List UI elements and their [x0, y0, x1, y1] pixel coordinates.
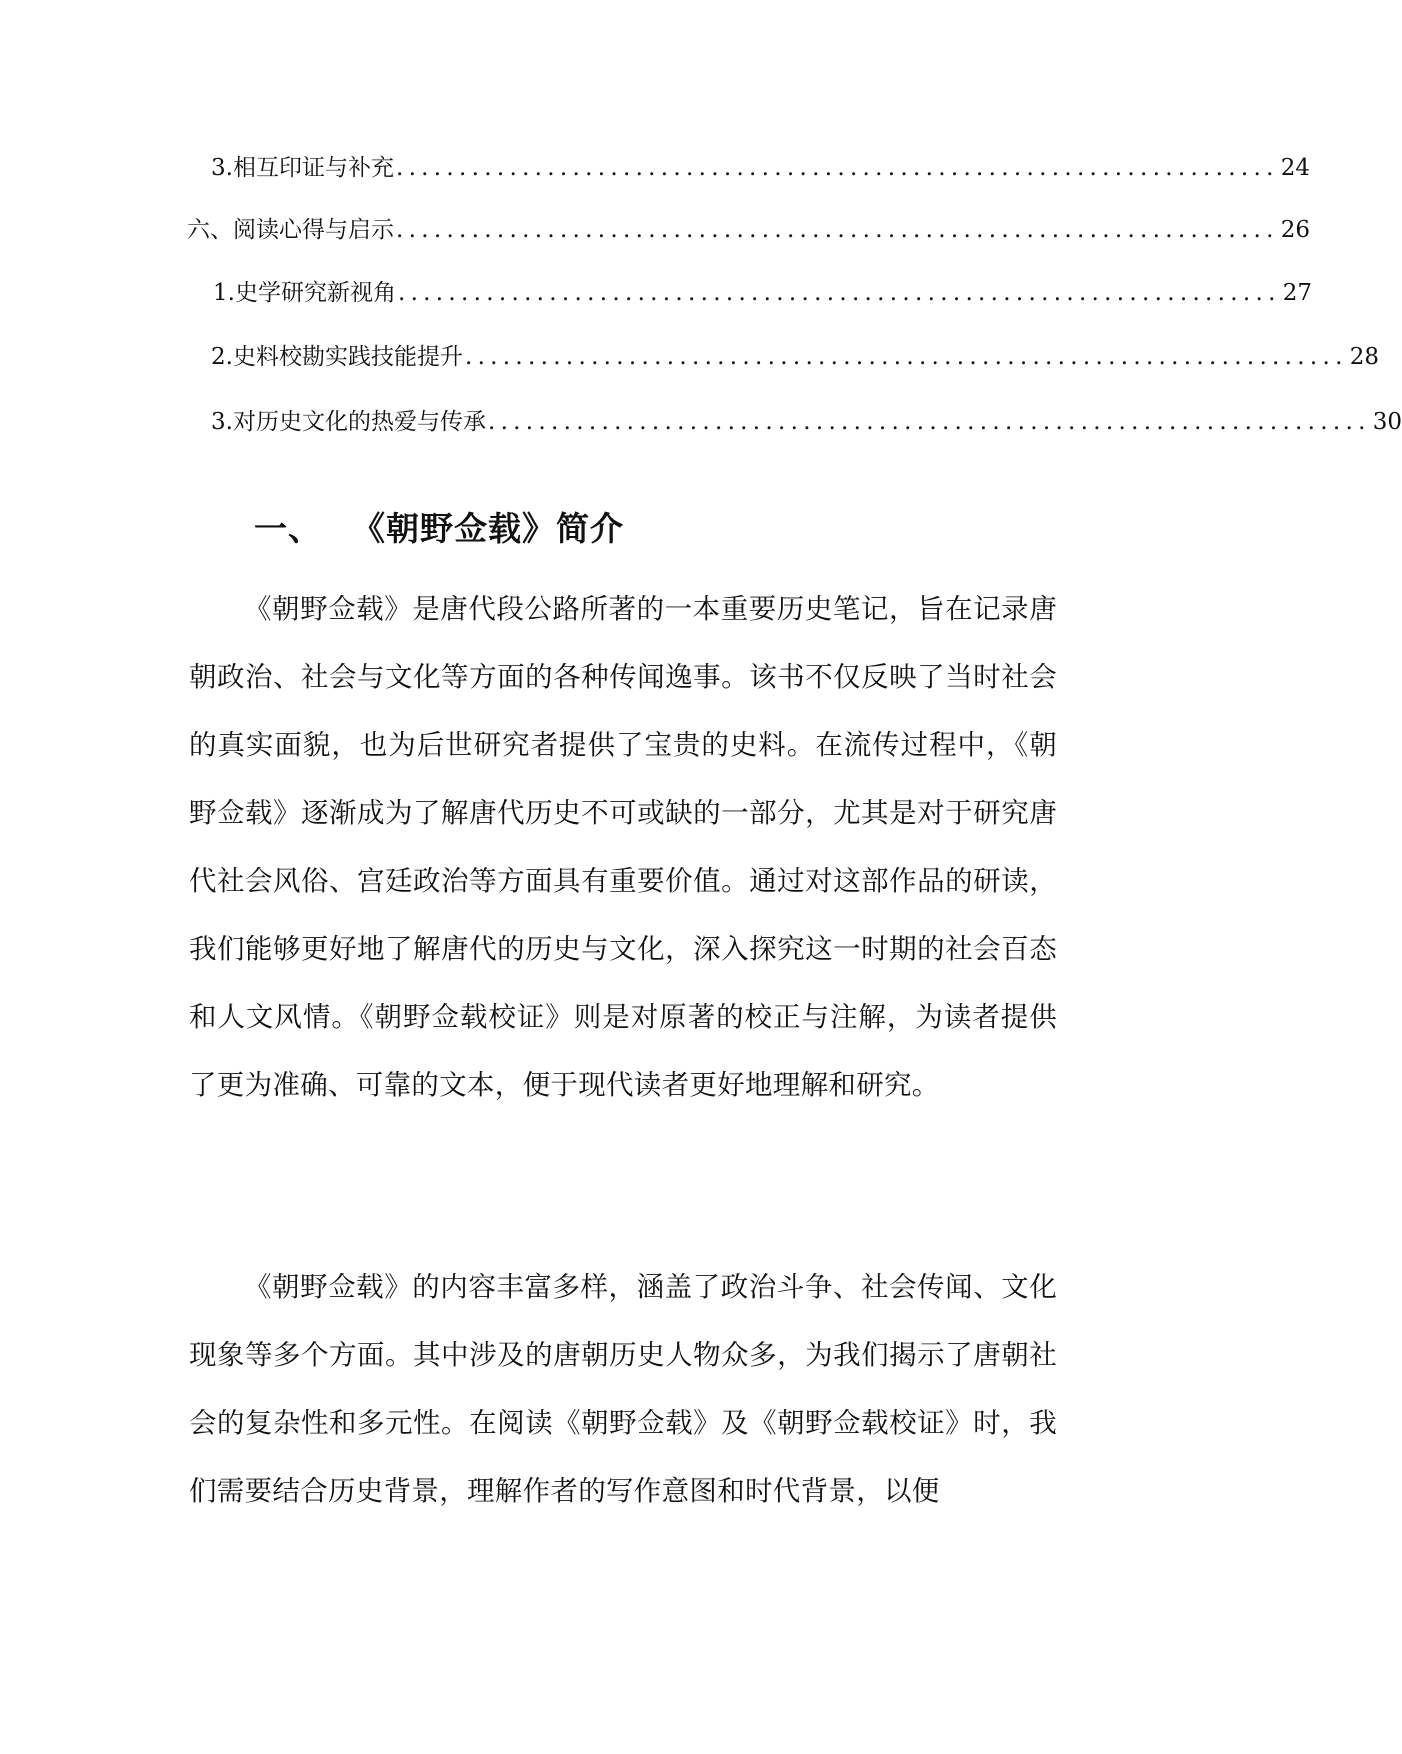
- toc-entry-page: 24: [1280, 155, 1311, 181]
- body-paragraph: 《朝野佥载》的内容丰富多样，涵盖了政治斗争、社会传闻、文化现象等多个方面。其中涉及的唐朝历史人物众多，为我们揭示了唐朝社会的复杂性和多元性。在阅读《朝野佥载》及《朝野佥载校证》时，我们需要结合历史背景，理解作者的写作意图和时代背景，以便: [189, 1271, 1057, 1507]
- section-number: 一、: [254, 509, 322, 548]
- toc-entry-page: 28: [1349, 344, 1380, 370]
- toc-entry-title: 史学研究新视角: [234, 280, 396, 306]
- toc-leader-dots: ......................................................................: [395, 155, 1279, 181]
- toc-leader-dots: ......................................................................: [487, 409, 1371, 435]
- toc-entry-title: 史料校勘实践技能提升: [232, 344, 463, 370]
- toc-entry[interactable]: [211, 148, 1311, 188]
- toc-entry-number: 3.: [211, 155, 233, 181]
- section-title: 《朝野佥载》简介: [352, 509, 624, 548]
- toc-entry-number: 1.: [213, 280, 235, 306]
- toc-entry-page: 30: [1372, 409, 1402, 435]
- toc-leader-dots: ......................................................................: [464, 344, 1348, 370]
- toc-entry[interactable]: [187, 210, 1311, 250]
- section-heading: [254, 505, 624, 553]
- toc-entry[interactable]: [211, 402, 1402, 442]
- toc-entry-page: 26: [1280, 217, 1311, 243]
- body-paragraph: 《朝野佥载》是唐代段公路所著的一本重要历史笔记，旨在记录唐朝政治、社会与文化等方面的各种传闻逸事。该书不仅反映了当时社会的真实面貌，也为后世研究者提供了宝贵的史料。在流传过程中，《朝野佥载》逐渐成为了解唐代历史不可或缺的一部分，尤其是对于研究唐代社会风俗、宫廷政治等方面具有重要价值。通过对这部作品的研读，我们能够更好地了解唐代的历史与文化，深入探究这一时期的社会百态和人文风情。《朝野佥载校证》则是对原著的校正与注解，为读者提供了更为准确、可靠的文本，便于现代读者更好地理解和研究。: [189, 593, 1057, 1101]
- toc-entry-page: 27: [1282, 280, 1313, 306]
- toc-entry[interactable]: [211, 337, 1380, 377]
- toc-leader-dots: ......................................................................: [396, 217, 1279, 243]
- toc-entry-title: 对历史文化的热爱与传承: [232, 409, 486, 435]
- toc-entry-number: 3.: [211, 409, 233, 435]
- toc-entry-title: 相互印证与补充: [232, 155, 394, 181]
- toc-entry-number: 2.: [211, 344, 233, 370]
- toc-entry-title: 六、阅读心得与启示: [187, 217, 394, 243]
- toc-leader-dots: ......................................................................: [397, 280, 1281, 306]
- toc-entry[interactable]: [213, 273, 1313, 313]
